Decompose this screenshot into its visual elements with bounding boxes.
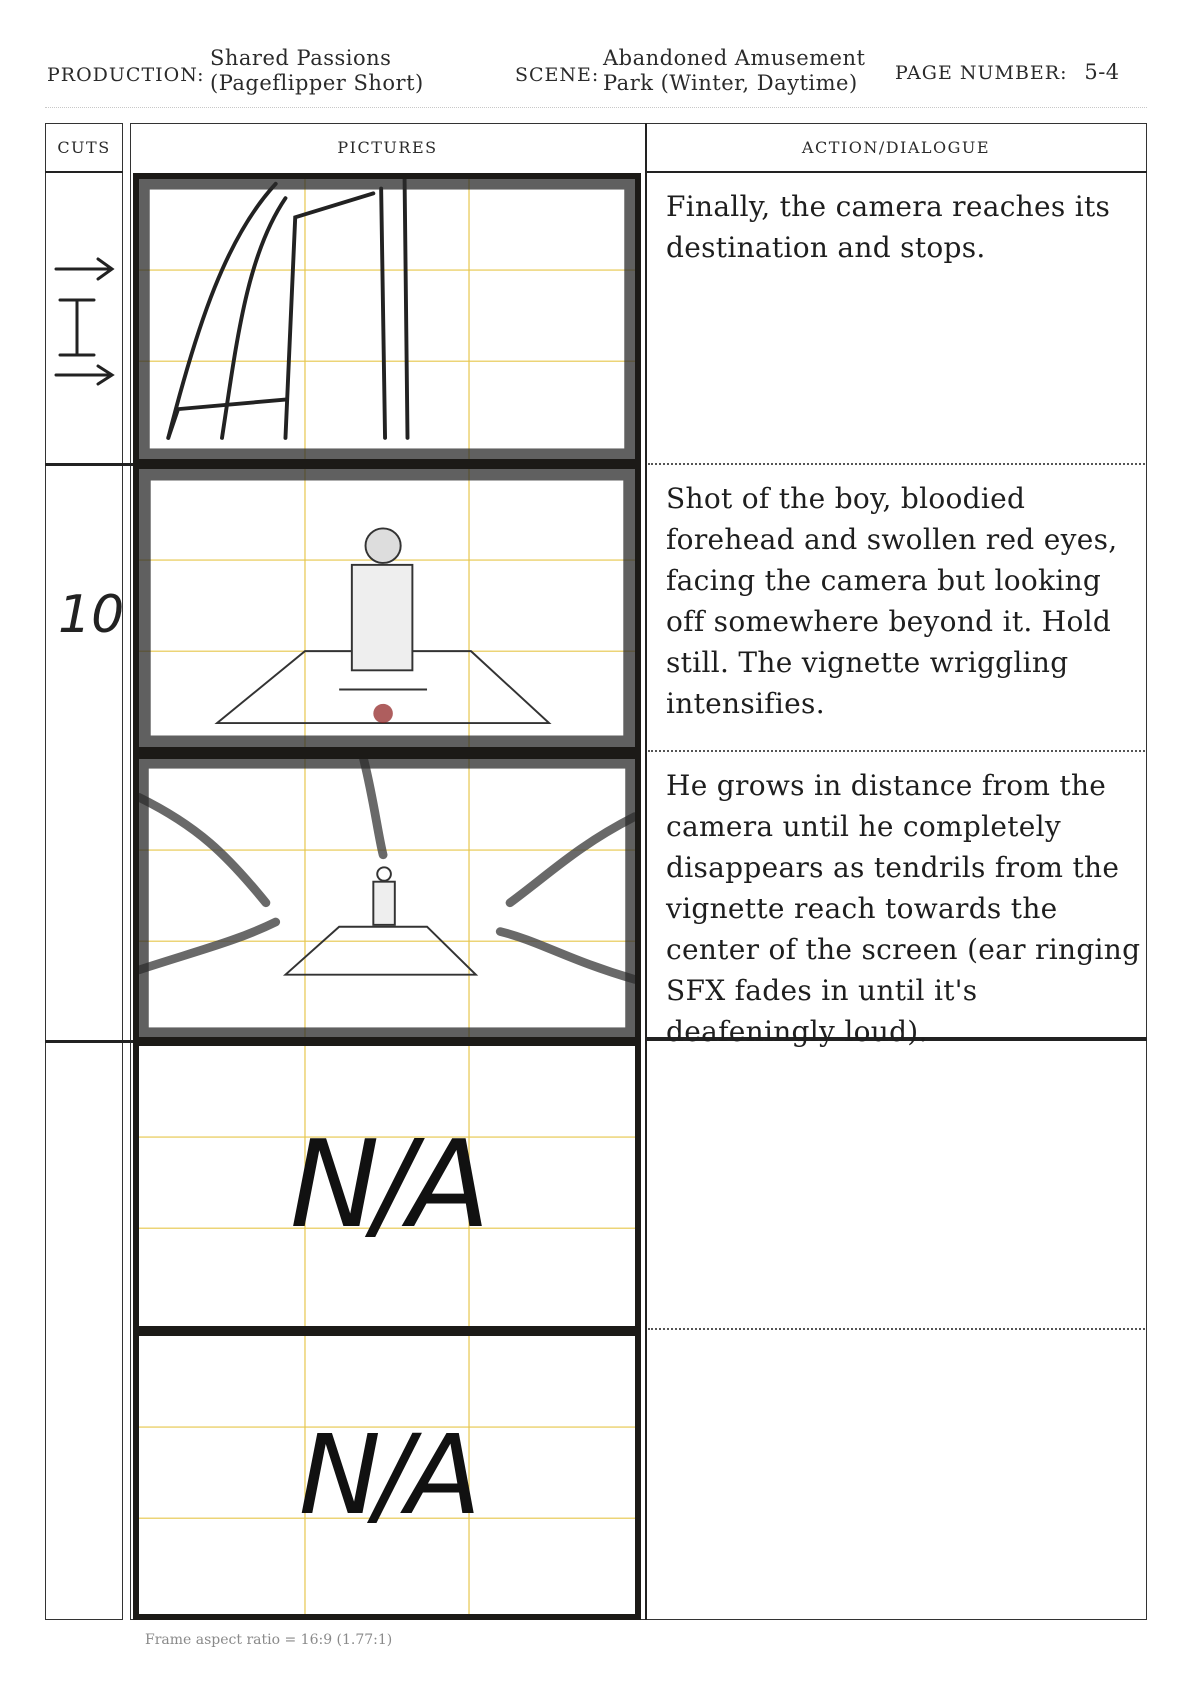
frame-aspect-note: Frame aspect ratio = 16:9 (1.77:1): [145, 1632, 393, 1648]
page-number-value: 5-4: [1084, 60, 1120, 84]
panel-5: [133, 1330, 641, 1620]
panel-separator: [648, 750, 1145, 752]
cut-separator: [45, 463, 137, 466]
panel-2: [133, 463, 641, 753]
panel-separator: [648, 1328, 1145, 1330]
cuts-header-divider: [45, 171, 123, 173]
panel-1-sketch: [139, 179, 635, 459]
panel-4-placeholder: N/A: [289, 1116, 485, 1255]
column-divider: [645, 123, 647, 1620]
truck-arrow-icon: [50, 255, 120, 390]
action-text-1: Finally, the camera reaches its destination and stops.: [666, 190, 1111, 264]
scene-description: Abandoned Amusement Park (Winter, Daytime): [603, 46, 866, 96]
panel-1: [133, 173, 641, 465]
panel-separator: [648, 463, 1145, 465]
page-number-label: PAGE NUMBER:: [895, 62, 1068, 84]
action-header-divider: [645, 171, 1147, 173]
action-text-2: Shot of the boy, bloodied forehead and swollen red eyes, facing the camera but looking off somewhere beyond it. Hold still. The vignette wriggling intensifies.: [666, 482, 1118, 720]
panel-3: [133, 753, 641, 1043]
pictures-header: PICTURES: [337, 138, 438, 157]
production-title: Shared Passions (Pageflipper Short): [210, 46, 424, 96]
cut-number: 10: [58, 585, 125, 645]
page-number: [895, 60, 1120, 85]
panel-5-placeholder: N/A: [298, 1411, 476, 1539]
panel-4: [133, 1040, 641, 1332]
scene-label: SCENE:: [515, 64, 600, 86]
panel-3-sketch: [139, 759, 635, 1037]
header-divider: [45, 107, 1147, 108]
action-header: ACTION/DIALOGUE: [801, 138, 991, 157]
panel-2-sketch: [139, 469, 635, 747]
production-label: PRODUCTION:: [47, 64, 205, 86]
cut-separator: [45, 1040, 137, 1043]
action-text-3: He grows in distance from the camera until he completely disappears as tendrils from the vignette reach towards the center of the screen (ear ringing SFX fades in until it's deafeningly loud).: [666, 769, 1141, 1048]
cuts-header: CUTS: [57, 138, 111, 157]
